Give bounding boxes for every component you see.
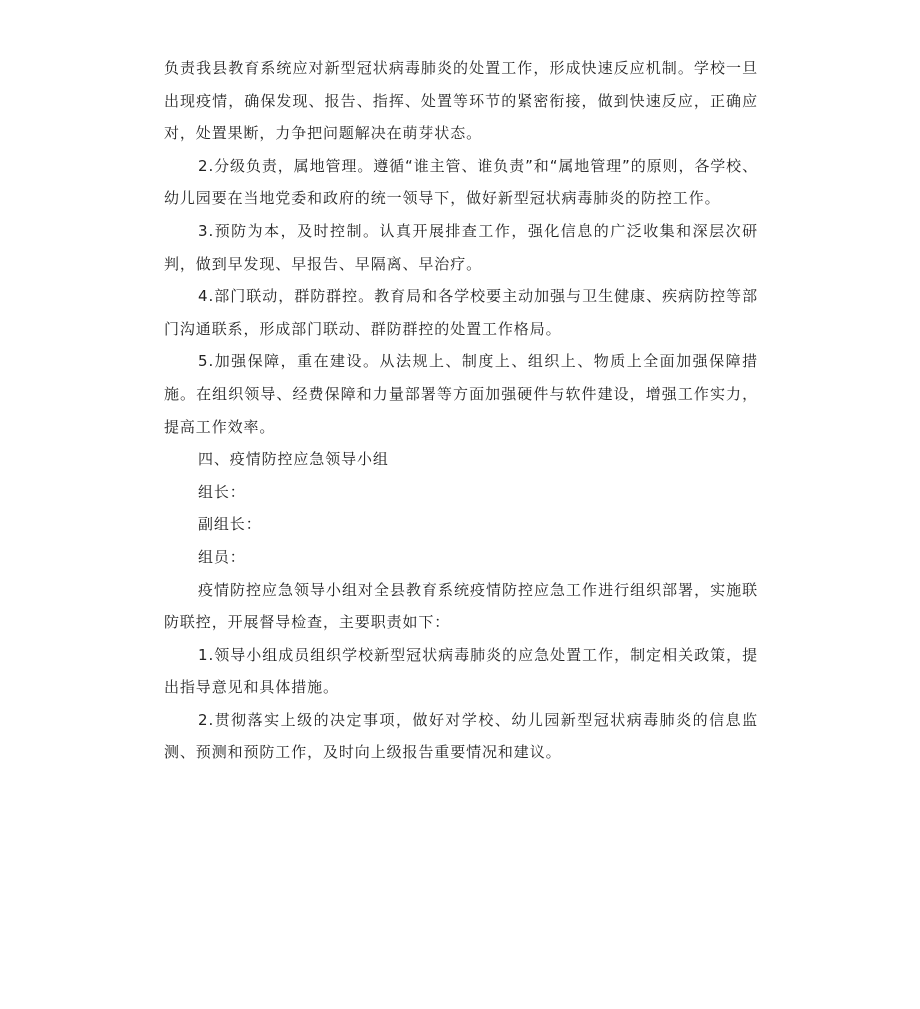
paragraph-principle-5: 5.加强保障，重在建设。从法规上、制度上、组织上、物质上全面加强保障措施。在组织领导、经费保障和力量部署等方面加强硬件与软件建设，增强工作实力，提高工作效率。 [164, 352, 758, 436]
deputy-leader-line: 副组长： [198, 515, 262, 534]
group-leader-line: 组长： [198, 482, 246, 501]
paragraph-duty-1: 1.领导小组成员组织学校新型冠状病毒肺炎的应急处置工作，制定相关政策，提出指导意见和具体措施。 [164, 645, 758, 697]
paragraph-principle-4: 4.部门联动，群防群控。教育局和各学校要主动加强与卫生健康、疾病防控等部门沟通联系，形成部门联动、群防群控的处置工作格局。 [164, 287, 758, 338]
paragraph-intro-continuation: 负责我县教育系统应对新型冠状病毒肺炎的处置工作，形成快速反应机制。学校一旦出现疫情，确保发现、报告、指挥、处置等环节的紧密衔接，做到快速反应，正确应对，处置果断，力争把问题解决在萌芽状态。 [164, 59, 758, 143]
document-body [164, 52, 758, 769]
paragraph-principle-2: 2.分级负责，属地管理。遵循“谁主管、谁负责”和“属地管理”的原则，各学校、幼儿园要在当地党委和政府的统一领导下，做好新型冠状病毒肺炎的防控工作。 [164, 156, 758, 208]
paragraph-principle-3: 3.预防为本，及时控制。认真开展排查工作，强化信息的广泛收集和深层次研判，做到早发现、早报告、早隔离、早治疗。 [164, 221, 758, 273]
section-heading-leadership-group: 四、疫情防控应急领导小组 [198, 450, 389, 469]
paragraph-group-duties-intro: 疫情防控应急领导小组对全县教育系统疫情防控应急工作进行组织部署，实施联防联控，开展督导检查，主要职责如下： [164, 580, 758, 632]
group-members-line: 组员： [198, 547, 246, 566]
paragraph-duty-2: 2.贯彻落实上级的决定事项，做好对学校、幼儿园新型冠状病毒肺炎的信息监测、预测和预防工作，及时向上级报告重要情况和建议。 [164, 710, 758, 762]
